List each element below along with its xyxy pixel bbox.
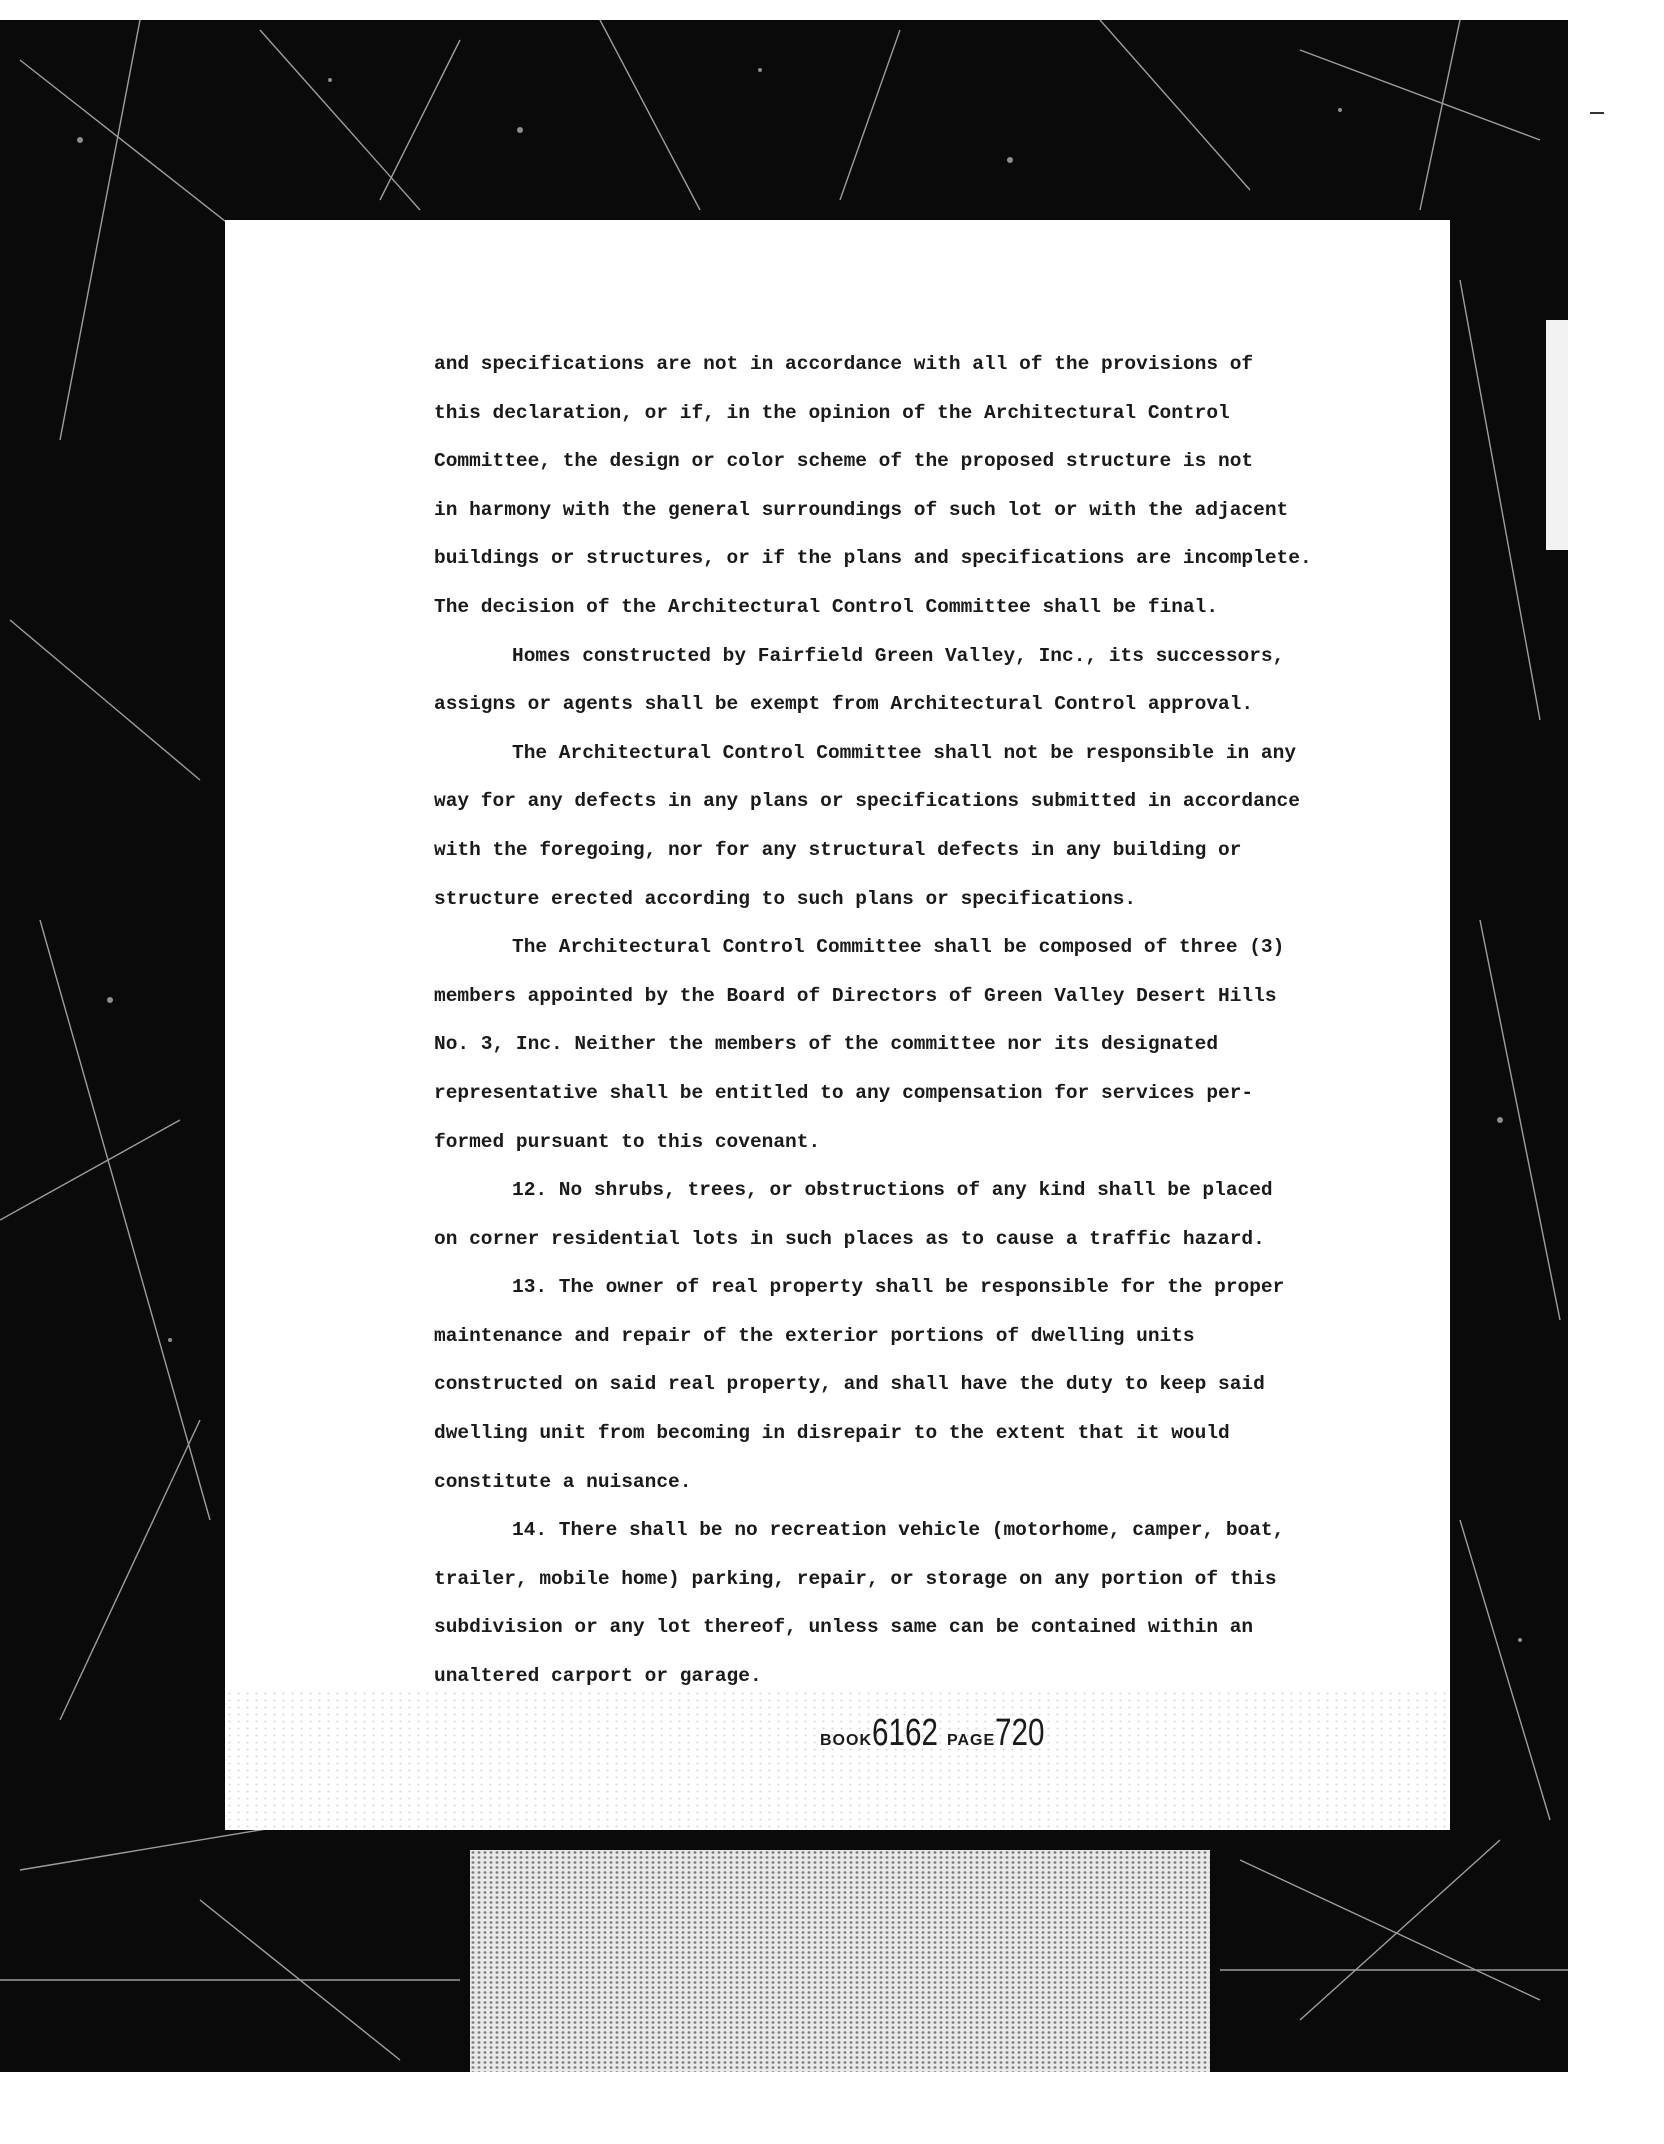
recording-stamp (820, 1712, 1045, 1755)
text-line: members appointed by the Board of Directors of Green Valley Desert Hills (434, 984, 1277, 1007)
page-label: PAGE (947, 1732, 996, 1749)
text-line: trailer, mobile home) parking, repair, or storage on any portion of this (434, 1567, 1277, 1590)
page-number: 720 (995, 1712, 1045, 1754)
text-line: The Architectural Control Committee shall be composed of three (3) (512, 936, 1285, 959)
book-label: BOOK (820, 1732, 872, 1749)
text-line: 13. The owner of real property shall be responsible for the proper (512, 1276, 1285, 1299)
text-line: Committee, the design or color scheme of the proposed structure is not (434, 450, 1254, 473)
paper-speckle (225, 1690, 1450, 1830)
text-line: Homes constructed by Fairfield Green Valley, Inc., its successors, (512, 644, 1285, 667)
text-line: constructed on said real property, and shall have the duty to keep said (434, 1373, 1265, 1396)
text-line: on corner residential lots in such places as to cause a traffic hazard. (434, 1227, 1265, 1250)
text-line: maintenance and repair of the exterior portions of dwelling units (434, 1324, 1195, 1347)
text-line: structure erected according to such plans or specifications. (434, 887, 1137, 910)
text-line: in harmony with the general surroundings of such lot or with the adjacent (434, 498, 1289, 521)
text-line: 12. No shrubs, trees, or obstructions of any kind shall be placed (512, 1179, 1273, 1202)
text-line: with the foregoing, nor for any structural defects in any building or (434, 838, 1242, 861)
text-line: subdivision or any lot thereof, unless same can be contained within an (434, 1616, 1254, 1639)
text-line: and specifications are not in accordance with all of the provisions of (434, 353, 1254, 375)
text-line: this declaration, or if, in the opinion of the Architectural Control (434, 401, 1230, 424)
text-line: formed pursuant to this covenant. (434, 1130, 821, 1153)
document-body (434, 340, 1334, 1701)
text-line: unaltered carport or garage. (434, 1665, 762, 1688)
text-line: buildings or structures, or if the plans and specifications are incomplete. (434, 547, 1312, 570)
book-number: 6162 (872, 1712, 938, 1754)
text-line: 14. There shall be no recreation vehicle (motorhome, camper, boat, (512, 1519, 1285, 1542)
scan-edge-strip (1546, 320, 1568, 550)
text-line: The decision of the Architectural Control Committee shall be final. (434, 595, 1219, 618)
text-line: constitute a nuisance. (434, 1470, 692, 1493)
text-line: No. 3, Inc. Neither the members of the committee nor its designated (434, 1033, 1219, 1056)
text-line: representative shall be entitled to any compensation for services per- (434, 1081, 1254, 1104)
bottom-scrap (470, 1850, 1210, 2072)
text-line: dwelling unit from becoming in disrepair to the extent that it would (434, 1422, 1230, 1445)
margin-tick (1590, 112, 1604, 114)
text-line: assigns or agents shall be exempt from Architectural Control approval. (434, 693, 1254, 716)
text-line: way for any defects in any plans or specifications submitted in accordance (434, 790, 1300, 813)
text-line: The Architectural Control Committee shall not be responsible in any (512, 741, 1297, 764)
bottom-scrap-speckle (470, 1850, 1210, 2072)
